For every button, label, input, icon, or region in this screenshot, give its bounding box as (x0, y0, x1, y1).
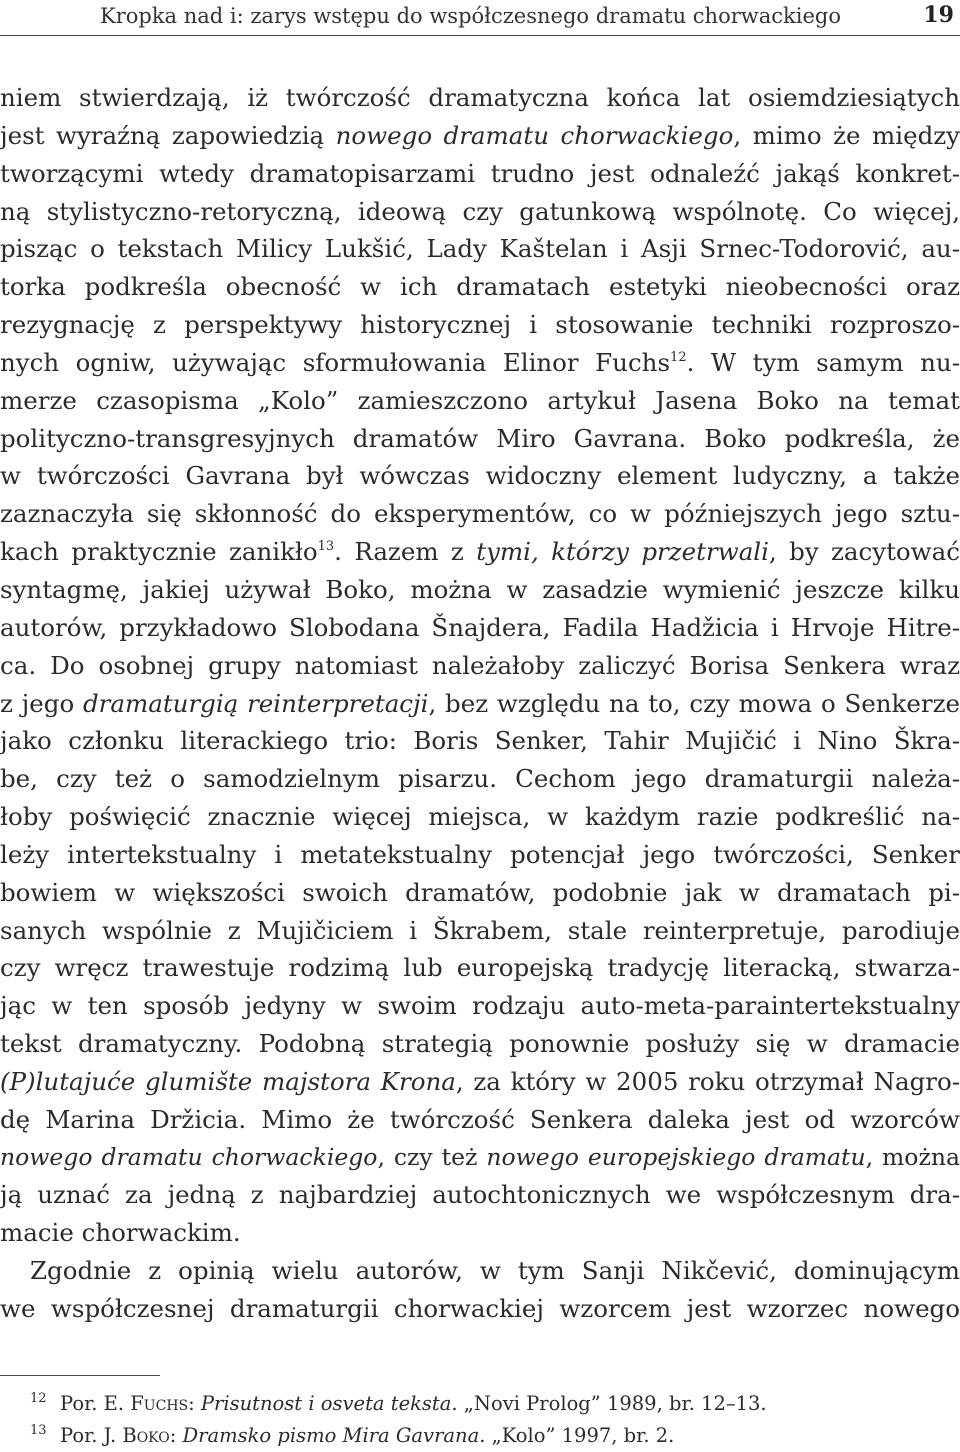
author-name: Boko (122, 1424, 170, 1447)
text-line: bowiem w większości swoich dramatów, podobnie jak w dramatach pi- (0, 877, 960, 907)
italic-title: (P)lutajuće glumište majstora Krona (0, 1066, 456, 1096)
text-line: macie chorwackim. (0, 1218, 241, 1248)
text-line: ją uznać za jedną z najbardziej autochtonicznych we współczesnym dra- (0, 1180, 960, 1210)
text-line: z jego dramaturgią reinterpretacji, bez względu na to, czy mowa o Senkerze (0, 688, 960, 718)
footnote-ref[interactable]: 12 (670, 349, 687, 365)
text-line: merze czasopisma „Kolo” zamieszczono artykuł Jasena Boko na temat (0, 385, 960, 415)
text-line: leży intertekstualny i metatekstualny potencjał jego twórczości, Senker (0, 839, 960, 869)
text-line: torka podkreśla obecność w ich dramatach estetyki nieobecności oraz (0, 272, 960, 302)
text-line: zaznaczyła się skłonność do eksperymentów, co w późniejszych jego sztu- (0, 499, 960, 529)
page-header (0, 0, 960, 40)
text-line: tworzącymi wtedy dramatopisarzami trudno jest odnaleźć jakąś konkret- (0, 158, 960, 188)
footnotes (0, 1388, 960, 1452)
text-line: jako członku literackiego trio: Boris Senker, Tahir Mujičić i Nino Škra- (0, 726, 960, 756)
cited-title: Dramsko pismo Mira Gavrana (182, 1424, 480, 1447)
text-line: polityczno-transgresyjnych dramatów Miro Gavrana. Boko podkreśla, że (0, 423, 960, 453)
footnote-13: 13 Por. J. Boko: Dramsko pismo Mira Gavrana. „Kolo” 1997, br. 2. (30, 1423, 675, 1447)
text-line: jąc w ten sposób jedyny w swoim rodzaju auto-meta-paraintertekstualny (0, 991, 960, 1021)
text-line: tekst dramatyczny. Podobną strategią ponownie posłuży się w dramacie (0, 1029, 960, 1059)
text-line: nowego dramatu chorwackiego, czy też nowego europejskiego dramatu, można (0, 1142, 960, 1171)
running-title: Kropka nad i: zarys wstępu do współczesnego dramatu chorwackiego (100, 4, 841, 28)
text-line: sanych wspólnie z Mujičiciem i Škrabem, stale reinterpretuje, parodiuje (0, 915, 960, 945)
italic-term: nowego europejskiego dramatu (486, 1142, 866, 1171)
paragraph-start-line: Zgodnie z opinią wielu autorów, w tym Sanji Nikčević, dominującym (30, 1256, 960, 1286)
text-line: dę Marina Držicia. Mimo że twórczość Senkera daleka jest od wzorców (0, 1104, 960, 1134)
text-line: rezygnację z perspektywy historycznej i stosowanie techniki rozproszo- (0, 310, 960, 340)
text-line: jest wyraźną zapowiedzią nowego dramatu chorwackiego, mimo że między (0, 120, 960, 150)
body-text (0, 79, 960, 1328)
text-line: w twórczości Gavrana był wówczas widoczny element ludyczny, a także (0, 461, 960, 491)
text-line: be, czy też o samodzielnym pisarzu. Cechom jego dramaturgii należa- (0, 764, 960, 794)
text-line: niem stwierdzają, iż twórczość dramatyczna końca lat osiemdziesiątych (0, 83, 960, 112)
text-line: syntagmę, jakiej używał Boko, można w zasadzie wymienić jeszcze kilku (0, 574, 960, 604)
footnote-12: 12 Por. E. Fuchs: Prisutnost i osveta teksta. „Novi Prolog” 1989, br. 12–13. (30, 1391, 767, 1415)
footnote-ref[interactable]: 13 (317, 539, 335, 555)
italic-term: nowego dramatu chorwackiego (0, 1142, 378, 1171)
text-line: (P)lutajuće glumište majstora Krona, za który w 2005 roku otrzymał Nagro- (0, 1066, 960, 1096)
text-line: ną stylistyczno-retoryczną, ideową czy gatunkową wspólnotę. Co więcej, (0, 196, 960, 226)
text-line: nych ogniw, używając sformułowania Elinor Fuchs$^{12}$. W tym samym nu- (0, 347, 960, 377)
text-line: ca. Do osobnej grupy natomiast należałoby zaliczyć Borisa Senkera wraz (0, 650, 960, 680)
header-rule (0, 35, 960, 36)
page-number: 19 (923, 2, 954, 28)
text-line: kach praktycznie zanikło$^{13}$. Razem z tymi, którzy przetrwali, by zacytować (0, 537, 960, 567)
cited-title: Prisutnost i osveta teksta (200, 1392, 452, 1415)
text-line: łoby poświęcić znacznie więcej miejsca, w każdym razie podkreślić na- (0, 802, 960, 832)
author-name: Fuchs (130, 1392, 189, 1415)
italic-term: nowego dramatu chorwackiego (335, 120, 734, 150)
text-line: we współczesnej dramaturgii chorwackiej wzorcem jest wzorzec nowego (0, 1294, 960, 1323)
italic-term: tymi, którzy przetrwali (476, 537, 769, 567)
text-line: czy wręcz trawestuje rodzimą lub europejską tradycję literacką, stwarza- (0, 953, 960, 983)
footnote-rule (0, 1375, 160, 1376)
text-line: autorów, przykładowo Slobodana Šnajdera, Fadila Hadžicia i Hrvoje Hitre- (0, 612, 960, 642)
text-line: pisząc o tekstach Milicy Lukšić, Lady Kaštelan i Asji Srnec-Todorović, au- (0, 234, 960, 264)
italic-term: dramaturgią reinterpretacji (83, 688, 429, 718)
